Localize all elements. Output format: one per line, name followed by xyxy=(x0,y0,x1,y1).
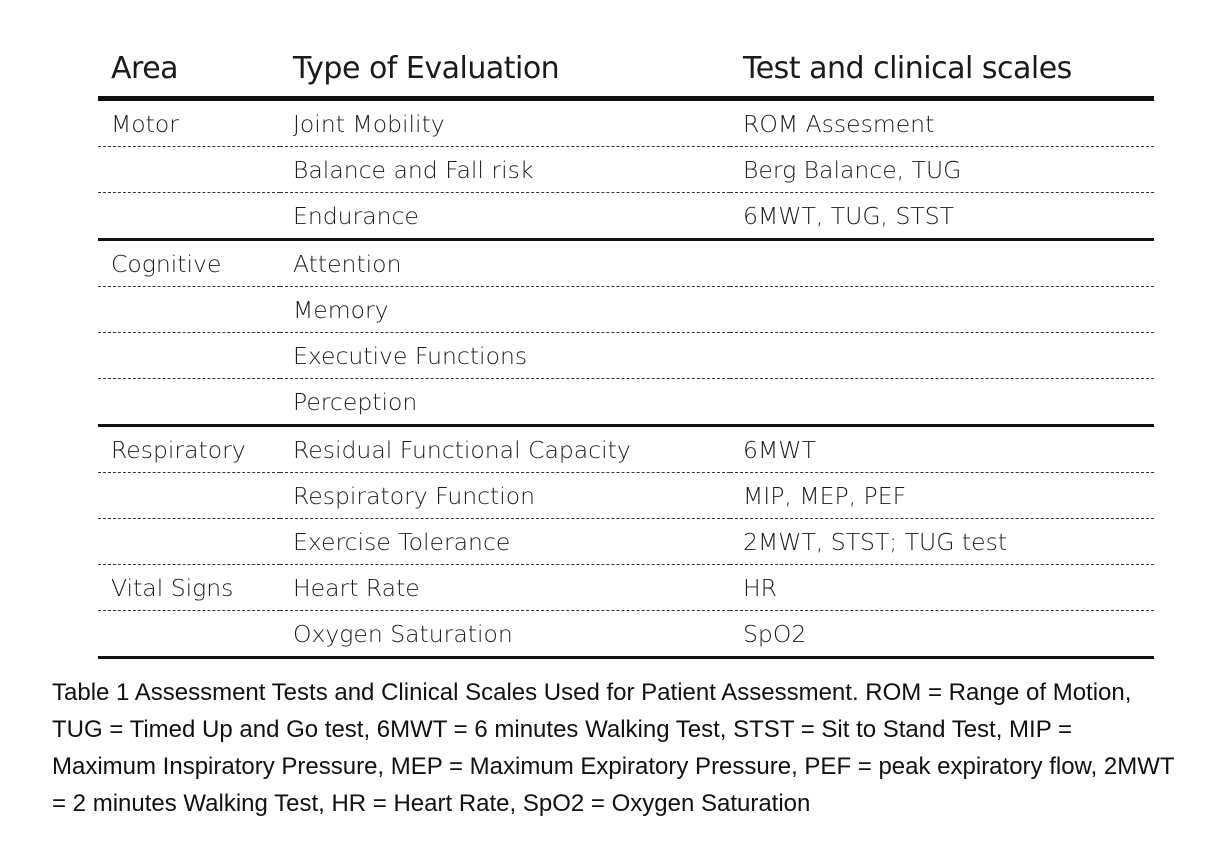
cell-area: Vital Signs xyxy=(98,565,280,611)
cell-test: Berg Balance, TUG xyxy=(730,147,1154,193)
cell-evaluation: Perception xyxy=(280,379,730,426)
table-row xyxy=(98,565,1154,611)
cell-area xyxy=(98,519,280,565)
cell-area: Respiratory xyxy=(98,426,280,473)
cell-evaluation: Respiratory Function xyxy=(280,473,730,519)
cell-test xyxy=(730,333,1154,379)
header-row xyxy=(98,40,1154,99)
header-area: Area xyxy=(98,40,280,99)
table-row xyxy=(98,473,1154,519)
cell-area xyxy=(98,333,280,379)
cell-area: Motor xyxy=(98,99,280,147)
table-body xyxy=(98,99,1154,658)
cell-evaluation: Oxygen Saturation xyxy=(280,611,730,658)
cell-evaluation: Memory xyxy=(280,287,730,333)
cell-test xyxy=(730,287,1154,333)
cell-test: 6MWT xyxy=(730,426,1154,473)
cell-evaluation: Exercise Tolerance xyxy=(280,519,730,565)
table-row xyxy=(98,287,1154,333)
cell-test: ROM Assesment xyxy=(730,99,1154,147)
table-row xyxy=(98,193,1154,240)
cell-evaluation: Residual Functional Capacity xyxy=(280,426,730,473)
cell-evaluation: Attention xyxy=(280,240,730,287)
table-header xyxy=(98,40,1154,99)
cell-evaluation: Endurance xyxy=(280,193,730,240)
cell-area: Cognitive xyxy=(98,240,280,287)
table-row xyxy=(98,99,1154,147)
cell-evaluation: Joint Mobility xyxy=(280,99,730,147)
table-row xyxy=(98,611,1154,658)
cell-test: HR xyxy=(730,565,1154,611)
cell-test xyxy=(730,240,1154,287)
cell-area xyxy=(98,193,280,240)
cell-test: SpO2 xyxy=(730,611,1154,658)
cell-area xyxy=(98,379,280,426)
table-row xyxy=(98,379,1154,426)
cell-evaluation: Heart Rate xyxy=(280,565,730,611)
cell-test: 2MWT, STST; TUG test xyxy=(730,519,1154,565)
assessment-table xyxy=(98,40,1154,659)
table-row xyxy=(98,426,1154,473)
cell-evaluation: Balance and Fall risk xyxy=(280,147,730,193)
cell-test xyxy=(730,379,1154,426)
cell-test: 6MWT, TUG, STST xyxy=(730,193,1154,240)
header-type-of-evaluation: Type of Evaluation xyxy=(280,40,730,99)
cell-area xyxy=(98,473,280,519)
table-row xyxy=(98,519,1154,565)
table-row xyxy=(98,240,1154,287)
cell-test: MIP, MEP, PEF xyxy=(730,473,1154,519)
table-caption: Table 1 Assessment Tests and Clinical Scales Used for Patient Assessment. ROM = Range of Motion, TUG = Timed Up and Go test, 6MWT = 6 minutes Walking Test, STST = Sit to Stand Test, MIP = Maximum Inspiratory Pressure, MEP = Maximum Expiratory Pressure, PEF = peak expiratory flow, 2MWT = 2 minutes Walking Test, HR = Heart Rate, SpO2 = Oxygen Saturation xyxy=(52,679,1175,817)
table-row xyxy=(98,333,1154,379)
header-test-and-clinical-scales: Test and clinical scales xyxy=(730,40,1154,99)
table-row xyxy=(98,147,1154,193)
cell-evaluation: Executive Functions xyxy=(280,333,730,379)
cell-area xyxy=(98,147,280,193)
assessment-table-container xyxy=(98,40,1154,659)
cell-area xyxy=(98,611,280,658)
cell-area xyxy=(98,287,280,333)
